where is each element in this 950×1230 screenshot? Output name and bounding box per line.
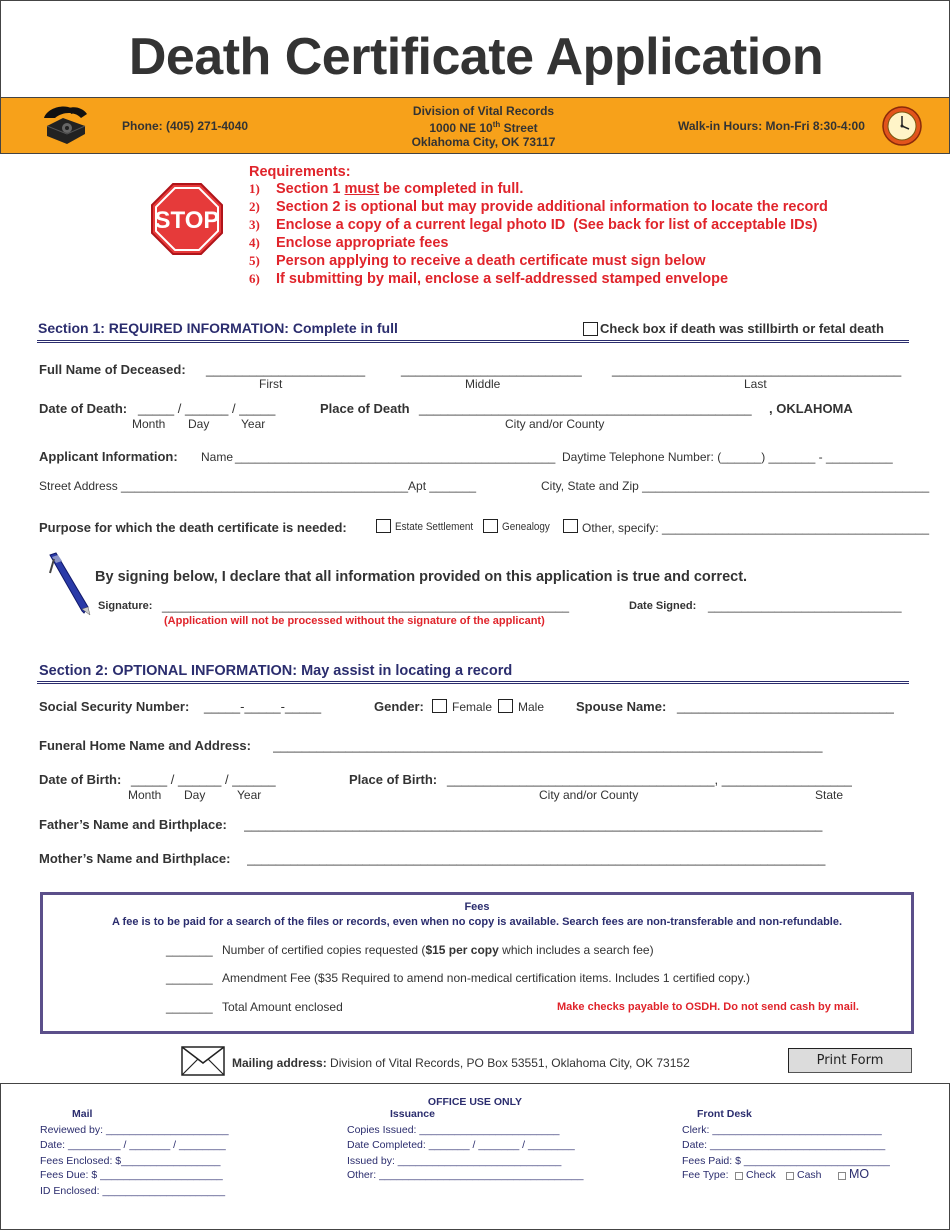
place-of-birth-field[interactable]: _____________________________________, __________________	[447, 772, 852, 787]
purpose-label: Purpose for which the death certificate is needed:	[39, 520, 347, 535]
mail-row[interactable]: ID Enclosed: _____________________	[40, 1185, 226, 1197]
header-box	[0, 0, 950, 98]
mo-checkbox[interactable]	[838, 1172, 846, 1180]
signature-field[interactable]: _____________________________________________________________	[162, 599, 570, 613]
requirement-1	[249, 181, 523, 197]
gender-label: Gender:	[374, 699, 424, 714]
issuance-row[interactable]: Date Completed: _______ / _______ / ________	[347, 1139, 575, 1151]
envelope-icon	[181, 1046, 225, 1076]
pob-state-caption: State	[815, 788, 844, 802]
requirement-number: 1)	[249, 181, 260, 196]
dob-day-caption: Day	[184, 788, 206, 802]
amendment-label: Amendment Fee ($35 Required to amend non-medical certification items. Includes 1 certified copy.)	[222, 971, 751, 985]
signature-note: (Application will not be processed without the signature of the applicant)	[164, 615, 545, 627]
applicant-name-label: Name	[201, 450, 234, 464]
phone-number: Phone: (405) 271-4040	[122, 119, 249, 133]
section2-heading: Section 2: OPTIONAL INFORMATION: May assist in locating a record	[39, 663, 513, 679]
requirement-number: 6)	[249, 271, 260, 286]
signature-label: Signature:	[98, 600, 153, 612]
fee-type-label: Fee Type:	[682, 1169, 729, 1181]
male-label: Male	[518, 700, 545, 714]
place-of-birth-label: Place of Birth:	[349, 772, 438, 787]
date-of-birth-field[interactable]: _____ / ______ / ______	[131, 772, 276, 787]
stillbirth-label: Check box if death was stillbirth or fetal death	[600, 321, 884, 336]
mailing-address-text: Division of Vital Records, PO Box 53551, Oklahoma City, OK 73152	[326, 1056, 690, 1070]
first-caption: First	[259, 377, 283, 391]
requirement-number: 3)	[249, 217, 260, 232]
spouse-name-field[interactable]: ______________________________	[677, 699, 894, 714]
office-use-title: OFFICE USE ONLY	[427, 1096, 523, 1108]
middle-name-field[interactable]: _________________________	[401, 362, 582, 377]
requirement-number: 5)	[249, 253, 260, 268]
mo-label: MO	[849, 1167, 870, 1181]
mail-row[interactable]: Fees Enclosed: $_________________	[40, 1155, 221, 1167]
requirement-text: Enclose a copy of a current legal photo ID (See back for list of acceptable IDs)	[276, 217, 818, 233]
copies-label-start: Number of certified copies requested (	[222, 943, 426, 957]
telephone-icon	[41, 104, 91, 146]
street-number: 1000 NE 10	[429, 121, 493, 135]
requirement-text: If submitting by mail, enclose a self-addressed stamped envelope	[276, 271, 729, 287]
place-of-death-label: Place of Death	[320, 401, 410, 416]
father-field[interactable]: ________________________________________________________________________________	[244, 817, 823, 832]
street-suffix: th	[492, 120, 501, 129]
issuance-row[interactable]: Issued by: ____________________________	[347, 1155, 562, 1167]
requirement-text-end: be completed in full.	[379, 181, 524, 197]
cash-label: Cash	[797, 1169, 822, 1181]
copies-blank[interactable]: _______	[166, 943, 213, 957]
requirement-emphasis: must	[344, 181, 380, 197]
female-checkbox[interactable]	[432, 699, 447, 713]
declaration-text: By signing below, I declare that all information provided on this application is true and correct.	[95, 569, 748, 585]
mother-label: Mother’s Name and Birthplace:	[39, 851, 231, 866]
mailing-address-label: Mailing address:	[232, 1056, 327, 1070]
total-label: Total Amount enclosed	[222, 1000, 343, 1014]
amendment-blank[interactable]: _______	[166, 971, 213, 985]
oklahoma-label: , OKLAHOMA	[769, 401, 853, 416]
pob-city-county-caption: City and/or County	[539, 788, 639, 802]
front-desk-row[interactable]: Fees Paid: $ _________________________	[682, 1155, 890, 1167]
mail-heading: Mail	[72, 1108, 93, 1120]
stop-sign-text: STOP	[154, 207, 220, 234]
requirement-number: 2)	[249, 199, 260, 214]
street-address-field[interactable]: Street Address ___________________________________________Apt _______	[39, 479, 477, 493]
stop-sign-icon	[151, 183, 223, 255]
estate-settlement-checkbox[interactable]	[376, 519, 391, 533]
section2-rule	[37, 681, 909, 684]
requirements-heading: Requirements:	[249, 164, 351, 180]
issuance-row[interactable]: Other: ___________________________________	[347, 1169, 584, 1181]
total-blank[interactable]: _______	[166, 1000, 213, 1014]
walk-in-hours: Walk-in Hours: Mon-Fri 8:30-4:00	[678, 119, 865, 133]
city-line: Oklahoma City, OK 73117	[411, 135, 556, 149]
full-name-label: Full Name of Deceased:	[39, 362, 186, 377]
street-name: Street	[500, 121, 538, 135]
ssn-label: Social Security Number:	[39, 699, 190, 714]
date-of-birth-label: Date of Birth:	[39, 772, 122, 787]
section1-rule	[37, 340, 909, 343]
division-name: Division of Vital Records	[412, 104, 555, 118]
day-caption: Day	[188, 417, 210, 431]
applicant-name-field[interactable]: ________________________________________________	[235, 450, 556, 464]
middle-caption: Middle	[465, 377, 501, 391]
fees-title: Fees	[464, 901, 490, 913]
front-desk-row[interactable]: Clerk: _____________________________	[682, 1124, 882, 1136]
requirement-4	[249, 235, 448, 251]
spouse-name-label: Spouse Name:	[576, 699, 667, 714]
male-checkbox[interactable]	[498, 699, 513, 713]
contact-bar	[0, 97, 950, 154]
requirement-text-start: Section 1	[276, 181, 345, 197]
mother-field[interactable]: ________________________________________________________________________________	[247, 851, 826, 866]
requirement-3	[249, 217, 817, 233]
city-county-caption: City and/or County	[505, 417, 605, 431]
genealogy-checkbox[interactable]	[483, 519, 498, 533]
estate-settlement-label: Estate Settlement	[395, 521, 474, 533]
division-address	[381, 104, 586, 149]
applicant-info-label: Applicant Information:	[39, 449, 178, 464]
fees-notice: A fee is to be paid for a search of the files or records, even when no copy is available. Search fees are non-transferable and non-refundable.	[111, 916, 843, 928]
dob-year-caption: Year	[237, 788, 262, 802]
issuance-heading: Issuance	[390, 1108, 435, 1120]
first-name-field[interactable]: ______________________	[206, 362, 366, 377]
city-state-zip-field[interactable]: City, State and Zip ___________________________________________	[541, 479, 930, 493]
copies-label-end: which includes a search fee)	[498, 943, 654, 957]
mail-row[interactable]: Date: _________ / _______ / ________	[40, 1139, 226, 1151]
month-caption: Month	[132, 417, 166, 431]
mail-row[interactable]: Fees Due: $ _____________________	[40, 1169, 223, 1181]
cash-checkbox[interactable]	[786, 1172, 794, 1180]
place-of-death-field[interactable]: ______________________________________________	[419, 401, 752, 416]
copies-label	[222, 943, 654, 957]
requirement-text: Section 2 is optional but may provide additional information to locate the record	[276, 199, 828, 215]
requirement-5	[249, 253, 706, 269]
mail-row[interactable]: Reviewed by: _____________________	[40, 1124, 229, 1136]
page-title: Death Certificate Application	[128, 28, 824, 86]
requirement-text: Enclose appropriate fees	[276, 235, 449, 251]
date-of-death-label: Date of Death:	[39, 401, 128, 416]
issuance-row[interactable]: Copies Issued: ________________________	[347, 1124, 560, 1136]
stillbirth-checkbox[interactable]	[583, 322, 598, 336]
funeral-home-field[interactable]: ____________________________________________________________________________	[273, 738, 823, 753]
other-purpose-field[interactable]: Other, specify: ________________________________________	[582, 521, 929, 535]
mailing-address	[232, 1056, 690, 1070]
requirement-text: Person applying to receive a death certificate must sign below	[276, 253, 706, 269]
daytime-phone-field[interactable]: Daytime Telephone Number: (______) _______ - __________	[562, 450, 893, 464]
last-caption: Last	[744, 377, 767, 391]
street-line	[381, 118, 586, 135]
year-caption: Year	[241, 417, 266, 431]
check-label: Check	[746, 1169, 776, 1181]
father-label: Father’s Name and Birthplace:	[39, 817, 227, 832]
ssn-field[interactable]: _____-_____-_____	[204, 699, 322, 714]
other-purpose-checkbox[interactable]	[563, 519, 578, 533]
last-name-field[interactable]: ________________________________________	[612, 362, 902, 377]
funeral-home-label: Funeral Home Name and Address:	[39, 738, 251, 753]
genealogy-label: Genealogy	[502, 521, 550, 533]
dob-month-caption: Month	[128, 788, 162, 802]
pen-icon	[44, 551, 94, 617]
front-desk-row[interactable]: Date: ______________________________	[682, 1139, 886, 1151]
requirement-6	[249, 271, 728, 287]
clock-icon	[881, 105, 923, 147]
date-signed-label: Date Signed:	[629, 600, 697, 612]
section1-heading: Section 1: REQUIRED INFORMATION: Complete in full	[38, 320, 398, 336]
print-form-button[interactable]: Print Form	[788, 1048, 912, 1073]
check-checkbox[interactable]	[735, 1172, 743, 1180]
requirement-number: 4)	[249, 235, 260, 250]
copies-price: $15 per copy	[425, 943, 499, 957]
date-of-death-field[interactable]: _____ / ______ / _____	[138, 401, 276, 416]
front-desk-heading: Front Desk	[697, 1108, 752, 1120]
date-signed-field[interactable]: _____________________________	[708, 599, 902, 613]
female-label: Female	[452, 700, 493, 714]
requirement-2	[249, 199, 828, 215]
checks-note: Make checks payable to OSDH. Do not send cash by mail.	[557, 1001, 859, 1013]
